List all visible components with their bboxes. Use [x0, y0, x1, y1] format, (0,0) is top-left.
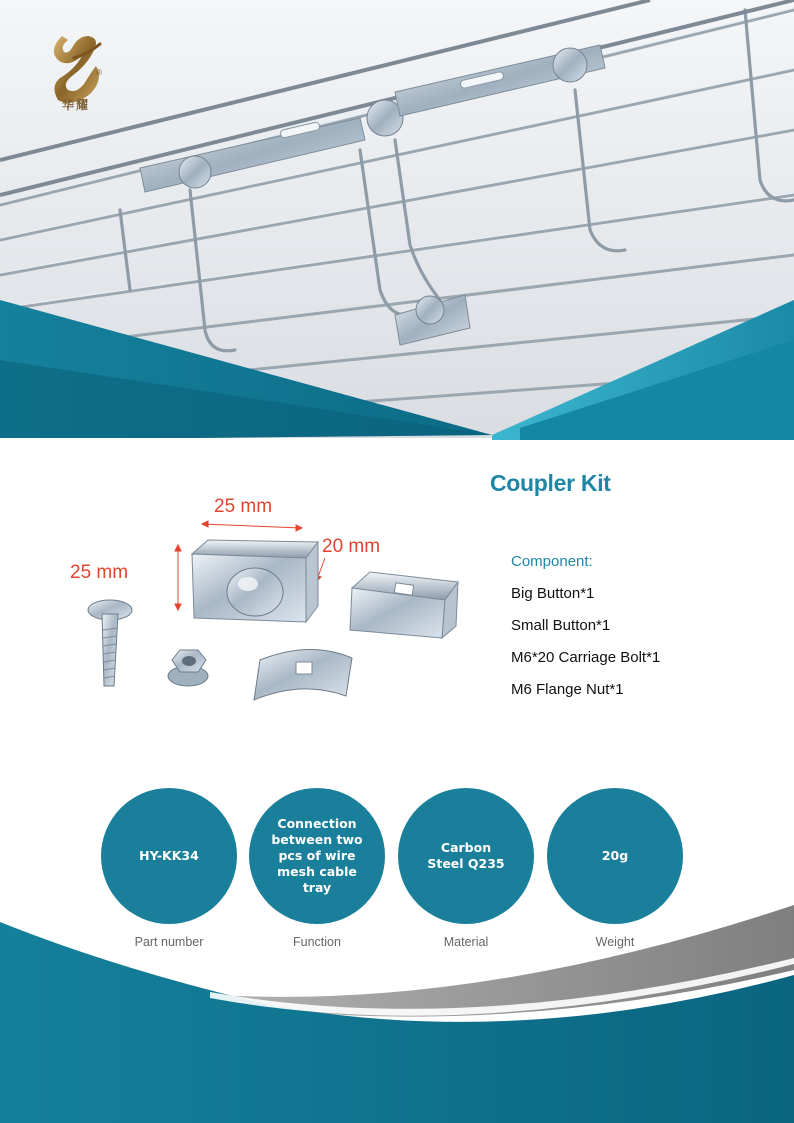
hero-banner: [0, 0, 794, 440]
spec-part-number: [101, 788, 237, 949]
spec-label: Function: [293, 935, 341, 949]
spec-value: HY-KK34: [139, 848, 199, 863]
spec-label: Weight: [595, 935, 635, 949]
carriage-bolt-part: [88, 600, 132, 686]
component-item: M6 Flange Nut*1: [511, 681, 624, 698]
coupler-parts-illustration: [40, 490, 460, 730]
flat-bracket-part: [350, 572, 458, 638]
big-button-part: [192, 540, 318, 622]
product-photo: [40, 490, 460, 730]
dimension-depth: 20 mm: [322, 536, 381, 557]
spec-function: [249, 788, 385, 949]
spec-circle: [398, 788, 534, 924]
registered-mark: ®: [96, 68, 102, 77]
spec-circle: [101, 788, 237, 924]
spec-material: [398, 788, 534, 949]
component-item: Small Button*1: [511, 617, 611, 634]
component-item: M6*20 Carriage Bolt*1: [511, 649, 661, 666]
brand-name: 华耀: [61, 98, 90, 112]
dimension-top-width: 25 mm: [214, 496, 273, 517]
spec-value: Connection between two pcs of wire mesh cable tray: [271, 816, 363, 895]
cable-tray-illustration: [0, 0, 794, 440]
spec-weight: [547, 788, 683, 949]
spec-value: 20g: [601, 848, 629, 863]
spec-circle: [249, 788, 385, 924]
dimension-height: 25 mm: [70, 562, 129, 583]
component-heading: Component:: [511, 553, 593, 570]
flange-nut-part: [168, 650, 208, 686]
small-button-part: [254, 649, 352, 700]
spec-label: Material: [443, 935, 489, 949]
spec-circle: [547, 788, 683, 924]
spec-value: Carbon Steel Q235: [427, 840, 505, 871]
component-list: [511, 583, 660, 711]
component-item: Big Button*1: [511, 585, 595, 602]
spec-label: Part number: [134, 935, 204, 949]
page-title: Coupler Kit: [490, 470, 611, 496]
